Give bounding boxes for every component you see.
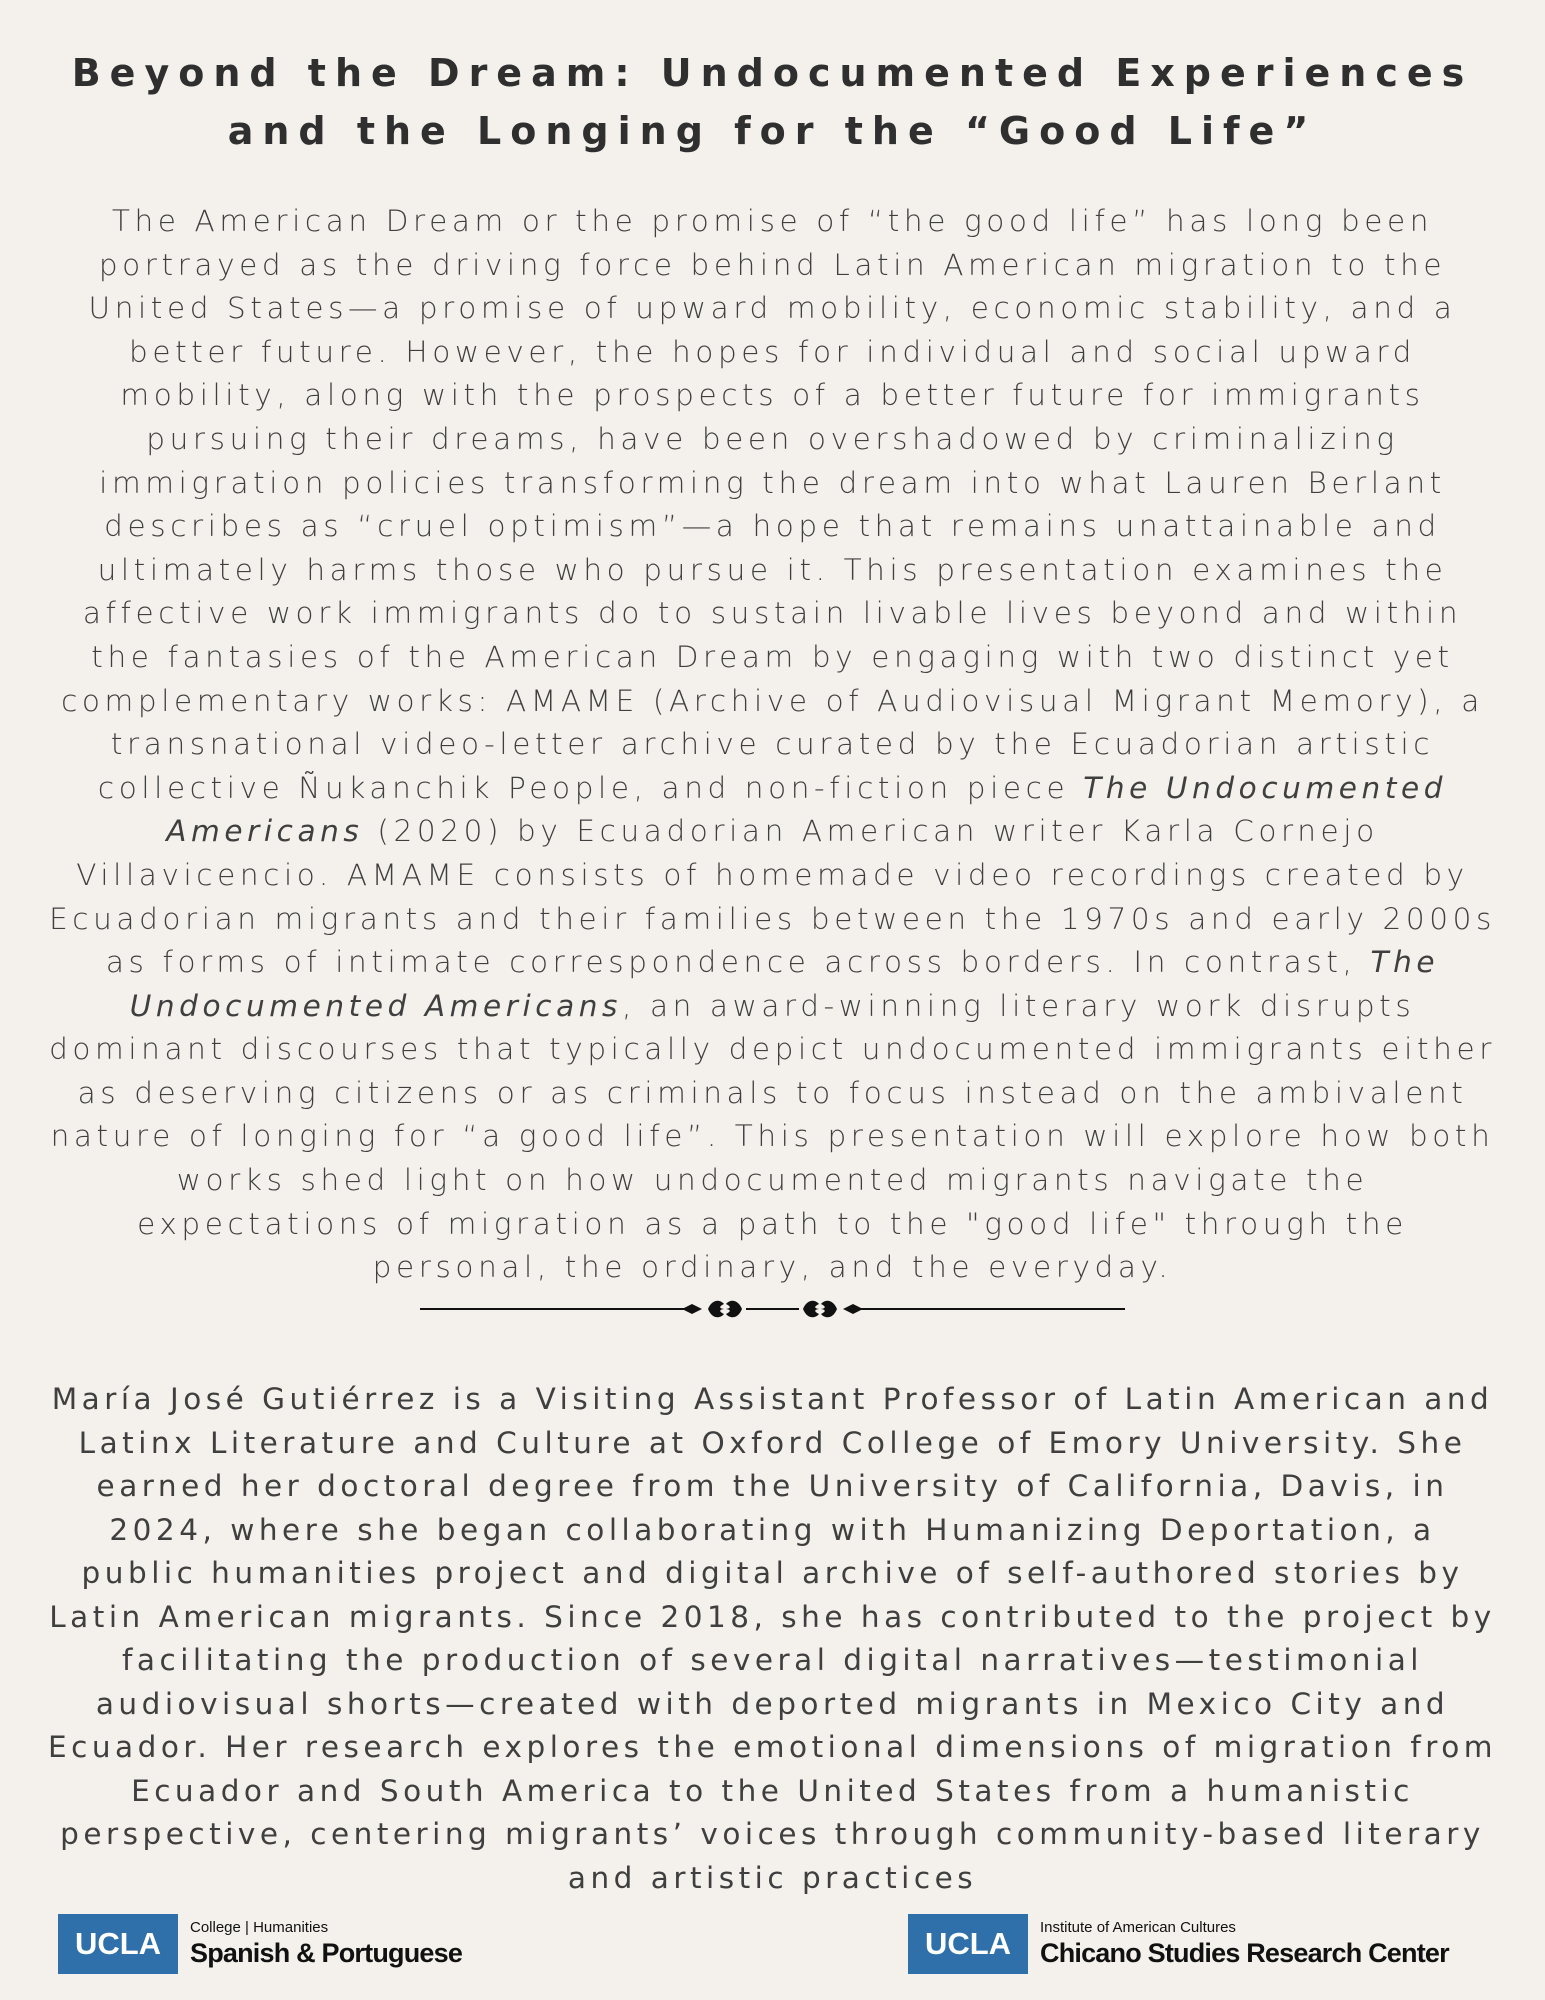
- logo-department: Spanish & Portuguese: [190, 1938, 463, 1968]
- abstract-text-part-2: (2020) by Ecuadorian American writer Karla Cornejo Villavicencio. AMAME consists of homemade video recordings created by Ecuadorian migrants and their families between the 1970s and early 2000s as forms of intimate correspondence across borders. In contrast,: [49, 814, 1496, 980]
- ucla-spanish-portuguese-logo: [58, 1914, 462, 1974]
- page-title: Beyond the Dream: Undocumented Experiences and the Longing for the “Good Life”: [71, 51, 1474, 153]
- ornamental-divider: [420, 1296, 1125, 1322]
- abstract-paragraph: [48, 200, 1497, 1290]
- ucla-logo-mark: UCLA: [908, 1914, 1028, 1974]
- logo-subtitle: Institute of American Cultures: [1040, 1919, 1236, 1936]
- abstract-text-part-1: The American Dream or the promise of “the good life” has long been portrayed as the driving force behind Latin American migration to the United States—a promise of upward mobility, economic stability, and a better future. However, the hopes for individual and social upward mobility, along with the prospects of a better future for immigrants pursuing their dreams, have been overshadowed by criminalizing immigration policies transforming the dream into what Lauren Berlant describes as “cruel optimism”—a hope that remains unattainable and ultimately harms those who pursue it. This presentation examines the affective work immigrants do to sustain livable lives beyond and within the fantasies of the American Dream by engaging with two distinct yet complementary works: AMAME (Archive of Audiovisual Migrant Memory), a transnational video-letter archive curated by the Ecuadorian artistic collective Ñukanchik People, and non-fiction piece: [61, 204, 1484, 805]
- ucla-chicano-studies-logo: [908, 1914, 1449, 1974]
- ucla-logo-mark: UCLA: [58, 1914, 178, 1974]
- abstract-text-part-3: , an award-winning literary work disrupts dominant discourses that typically depict undocumented immigrants either as deserving citizens or as criminals to focus instead on the ambivalent nature of longing for “a good life”. This presentation will explore how both works shed light on how undocumented migrants navigate the expectations of migration as a path to the "good life" through the personal, the ordinary, and the everyday.: [49, 988, 1496, 1285]
- logo-subtitle: College | Humanities: [190, 1919, 329, 1936]
- speaker-bio: María José Gutiérrez is a Visiting Assistant Professor of Latin American and Latinx Literature and Culture at Oxford College of Emory University. She earned her doctoral degree from the University of California, Davis, in 2024, where she began collaborating with Humanizing Deportation, a public humanities project and digital archive of self-authored stories by Latin American migrants. Since 2018, she has contributed to the project by facilitating the production of several digital narratives—testimonial audiovisual shorts—created with deported migrants in Mexico City and Ecuador. Her research explores the emotional dimensions of migration from Ecuador and South America to the United States from a humanistic perspective, centering migrants’ voices through community-based literary and artistic practices: [48, 1382, 1498, 1895]
- book-title: The Undocumented Americans: [129, 945, 1440, 1023]
- logo-department: Chicano Studies Research Center: [1040, 1938, 1449, 1968]
- book-title: The Undocumented Americans: [166, 770, 1448, 849]
